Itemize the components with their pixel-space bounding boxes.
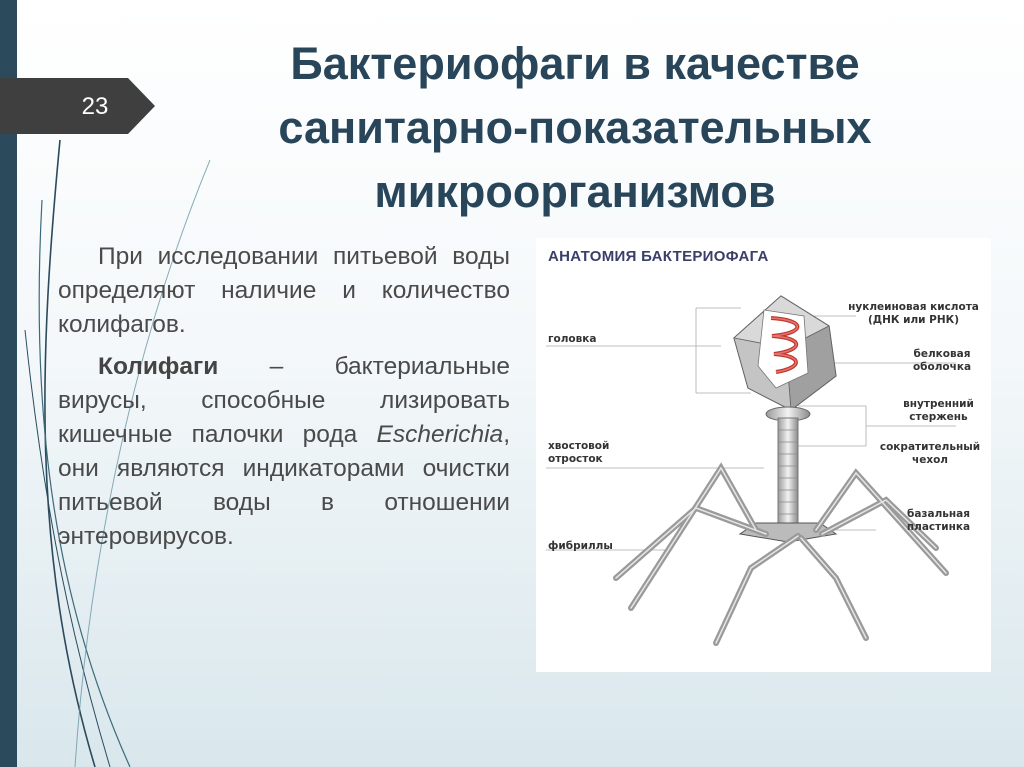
paragraph-2-part-a: – бактериальные вирусы, способные лизировать кишечные палочки рода [58, 353, 510, 448]
label-protein-coat: белковая оболочка [912, 348, 972, 373]
label-fibrils: фибриллы [548, 540, 613, 552]
slide-title: Бактериофаги в качестве санитарно-показательных микроорганизмов [278, 38, 872, 217]
paragraph-1: При исследовании питьевой воды определяют наличие и количество колифагов. [58, 243, 510, 338]
label-inner-rod: внутренний стержень [903, 398, 974, 423]
term-coliphages: Колифаги [98, 353, 219, 380]
paragraph-2-part-b: , они являются индикаторами очистки питьевой воды в отношении энтеровирусов. [58, 421, 510, 550]
bacteriophage-figure [536, 238, 991, 672]
paragraph-2 [58, 350, 510, 554]
slide-number: 23 [81, 93, 109, 120]
figure-title: АНАТОМИЯ БАКТЕРИОФАГА [548, 248, 769, 265]
label-tail: хвостовой отросток [548, 440, 610, 465]
genus-escherichia: Escherichia [376, 421, 504, 448]
label-head: головка [548, 333, 597, 345]
label-sheath: сократительный чехол [879, 441, 981, 466]
label-baseplate: базальная пластинка [906, 508, 971, 533]
label-nucleic-acid: нуклеиновая кислота (ДНК или РНК) [848, 301, 979, 326]
body-text [58, 240, 510, 554]
